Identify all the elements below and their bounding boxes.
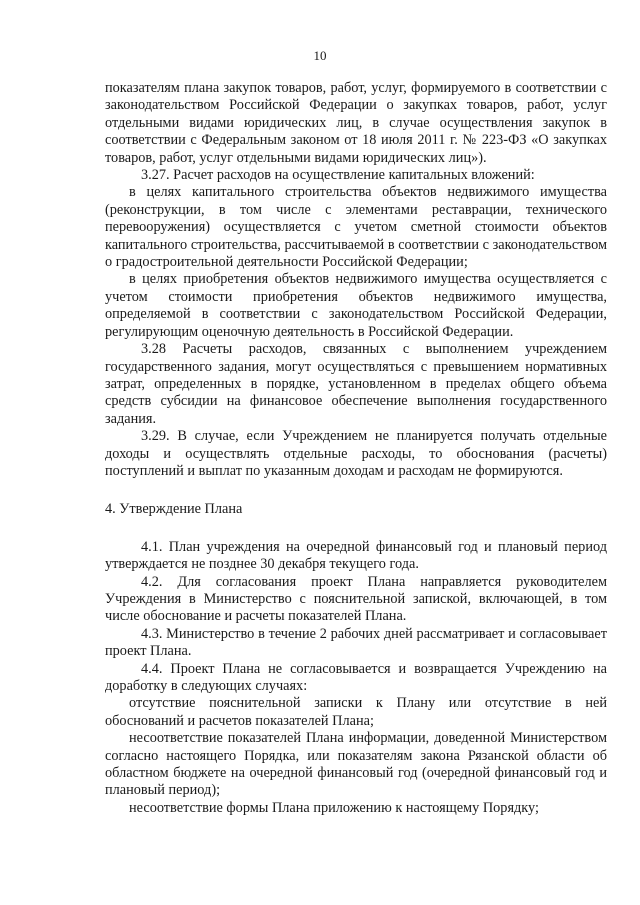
paragraph-3-27: 3.27. Расчет расходов на осуществление капитальных вложений: <box>141 167 535 184</box>
paragraph-capital-construction: в целях капитального строительства объектов недвижимого имущества (реконструкции, в том числе с элементами реставрации, технического перевооружения) осуществляется с учетом сметной стоимости объектов капитального строительства, рассчитываемой в соответствии с законодательством о градостроительной деятельности Российской Федерации; <box>105 184 607 271</box>
paragraph-procurement-continuation: показателям плана закупок товаров, работ, услуг, формируемого в соответствии с законодательством Российской Федерации о закупках товаров, работ, услуг отдельными видами юридических лиц, в случае осуществления закупок в соответствии с Федеральным законом от 18 июля 2011 г. № 223-ФЗ «О закупках товаров, работ, услуг отдельными видами юридических лиц»). <box>105 80 607 166</box>
list-item-no-explanatory-note: отсутствие пояснительной записки к Плану или отсутствие в ней обоснований и расчетов показателей Плана; <box>105 695 607 729</box>
list-item-form-mismatch: несоответствие формы Плана приложению к настоящему Порядку; <box>129 799 539 816</box>
paragraph-4-4: 4.4. Проект Плана не согласовывается и возвращается Учреждению на доработку в следующих случаях: <box>105 660 607 694</box>
paragraph-3-29: 3.29. В случае, если Учреждением не планируется получать отдельные доходы и осуществлять отдельные расходы, то обоснования (расчеты) поступлений и выплат по указанным доходам и расходам не формируются. <box>105 428 607 479</box>
paragraph-property-acquisition: в целях приобретения объектов недвижимого имущества осуществляется с учетом стоимости приобретения объектов недвижимого имущества, определяемой в соответствии с законодательством Российской Федерации, регулирующим оценочную деятельность в Российской Федерации. <box>105 271 607 340</box>
page-number: 10 <box>313 48 327 63</box>
section-heading: 4. Утверждение Плана <box>105 501 243 518</box>
paragraph-4-1: 4.1. План учреждения на очередной финансовый год и плановый период утверждается не позднее 30 декабря текущего года. <box>105 538 607 573</box>
list-item-indicator-mismatch: несоответствие показателей Плана информации, доведенной Министерством согласно настоящего Порядка, или показателям закона Рязанской области об областном бюджете на очередной финансовый год (очередной финансовый год и плановый период); <box>105 730 607 799</box>
document-body <box>105 80 607 817</box>
paragraph-4-2: 4.2. Для согласования проект Плана направляется руководителем Учреждения в Министерство с пояснительной запиской, включающей, в том числе обоснование и расчеты показателей Плана. <box>105 573 607 625</box>
paragraph-4-3: 4.3. Министерство в течение 2 рабочих дней рассматривает и согласовывает проект Плана. <box>105 625 607 660</box>
paragraph-3-28: 3.28 Расчеты расходов, связанных с выполнением учреждением государственного задания, могут осуществляться с превышением нормативных затрат, определенных в порядке, установленном в пределах общего объема средств субсидии на финансовое обеспечение выполнения государственного задания. <box>105 341 607 427</box>
